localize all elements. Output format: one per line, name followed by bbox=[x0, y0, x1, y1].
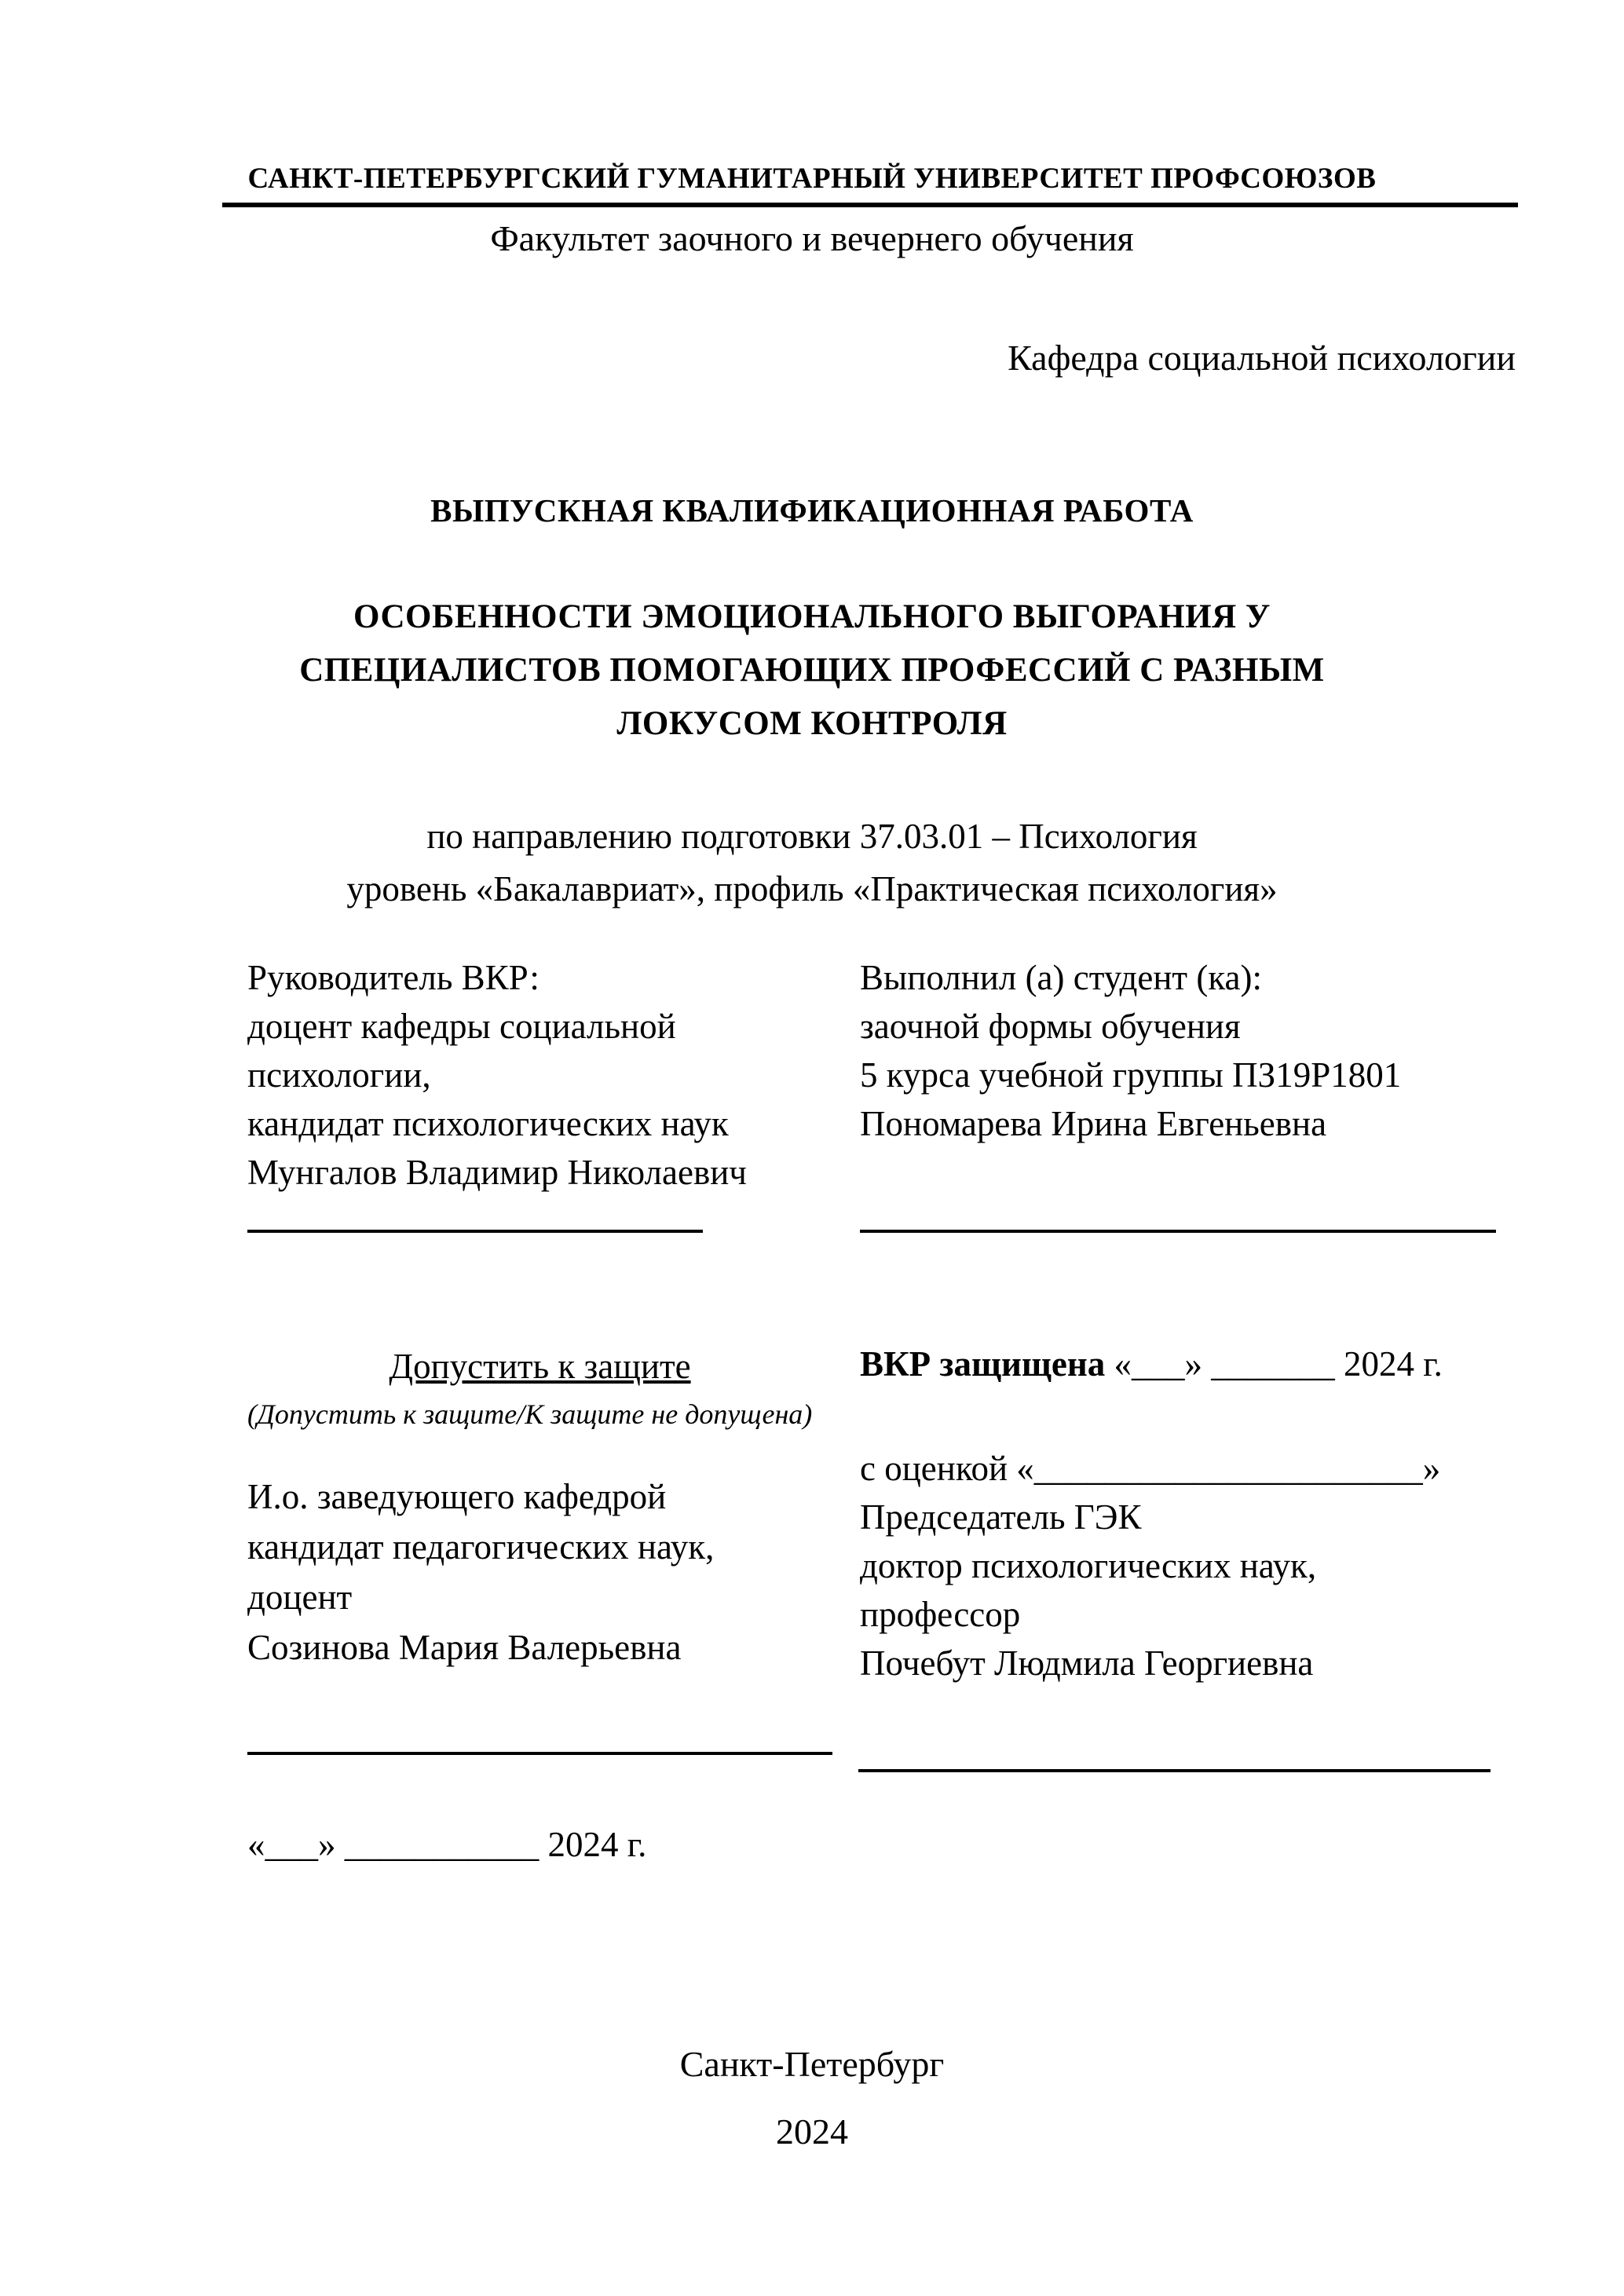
supervisor-name: Мунгалов Владимир Николаевич bbox=[247, 1153, 747, 1192]
head-of-department-degree: кандидат педагогических наук, bbox=[247, 1527, 715, 1567]
supervisor-signature-line bbox=[247, 1230, 703, 1233]
university-name: САНКТ-ПЕТЕРБУРГСКИЙ ГУМАНИТАРНЫЙ УНИВЕРСИТЕТ ПРОФСОЮЗОВ bbox=[247, 163, 1377, 195]
supervisor-line-3: психологии, bbox=[247, 1055, 431, 1095]
supervisor-line-2: доцент кафедры социальной bbox=[247, 1007, 676, 1046]
head-of-department-signature-line bbox=[247, 1752, 832, 1755]
committee-chair-degree: доктор психологических наук, bbox=[860, 1546, 1317, 1585]
admission-date-line: «___» ___________ 2024 г. bbox=[247, 1825, 647, 1864]
thesis-title bbox=[0, 590, 1624, 751]
header-rule bbox=[222, 203, 1518, 207]
student-label: Выполнил (а) студент (ка): bbox=[860, 958, 1262, 997]
footer-year: 2024 bbox=[776, 2111, 848, 2152]
defense-date-line bbox=[860, 1340, 1567, 1387]
student-block bbox=[860, 953, 1520, 1148]
committee-chair-signature-line bbox=[858, 1769, 1490, 1772]
work-type-heading: ВЫПУСКНАЯ КВАЛИФИКАЦИОННАЯ РАБОТА bbox=[430, 492, 1194, 528]
supervisor-label: Руководитель ВКР: bbox=[247, 958, 540, 997]
program-info bbox=[0, 810, 1624, 916]
committee-chair-label: Председатель ГЭК bbox=[860, 1497, 1142, 1537]
committee-chair-name: Почебут Людмила Георгиевна bbox=[860, 1643, 1314, 1683]
footer-city: Санкт-Петербург bbox=[679, 2044, 945, 2084]
head-of-department-position: И.о. заведующего кафедрой bbox=[247, 1477, 667, 1516]
defense-grade-line: с оценкой «______________________» bbox=[860, 1449, 1441, 1488]
student-name: Пономарева Ирина Евгеньевна bbox=[860, 1104, 1327, 1143]
student-line-2: заочной формы обучения bbox=[860, 1007, 1241, 1046]
faculty-name: Факультет заочного и вечернего обучения bbox=[490, 218, 1134, 258]
thesis-title-line-2: СПЕЦИАЛИСТОВ ПОМОГАЮЩИХ ПРОФЕССИЙ С РАЗНЫМ bbox=[299, 652, 1325, 689]
defense-date-blank: «___» _______ 2024 г. bbox=[1105, 1344, 1443, 1384]
committee-block bbox=[860, 1444, 1520, 1687]
student-line-3: 5 курса учебной группы ПЗ19Р1801 bbox=[860, 1055, 1402, 1095]
supervisor-block bbox=[247, 953, 844, 1197]
footer bbox=[0, 2031, 1624, 2166]
committee-chair-rank: профессор bbox=[860, 1595, 1021, 1634]
defense-date-label: ВКР защищена bbox=[860, 1344, 1106, 1384]
thesis-title-line-3: ЛОКУСОМ КОНТРОЛЯ bbox=[616, 705, 1008, 742]
program-level: уровень «Бакалавриат», профиль «Практическая психология» bbox=[346, 869, 1278, 909]
student-signature-line bbox=[860, 1230, 1496, 1233]
program-direction: по направлению подготовки 37.03.01 – Психология bbox=[426, 817, 1198, 856]
head-of-department-block bbox=[247, 1472, 844, 1673]
thesis-title-line-1: ОСОБЕННОСТИ ЭМОЦИОНАЛЬНОГО ВЫГОРАНИЯ У bbox=[353, 598, 1271, 635]
department-name: Кафедра социальной психологии bbox=[1008, 338, 1516, 378]
supervisor-line-4: кандидат психологических наук bbox=[247, 1104, 729, 1143]
admission-note: (Допустить к защите/К защите не допущена) bbox=[247, 1398, 813, 1430]
head-of-department-name: Созинова Мария Валерьевна bbox=[247, 1628, 682, 1667]
admission-heading: Допустить к защите bbox=[389, 1347, 691, 1386]
head-of-department-rank: доцент bbox=[247, 1578, 353, 1617]
